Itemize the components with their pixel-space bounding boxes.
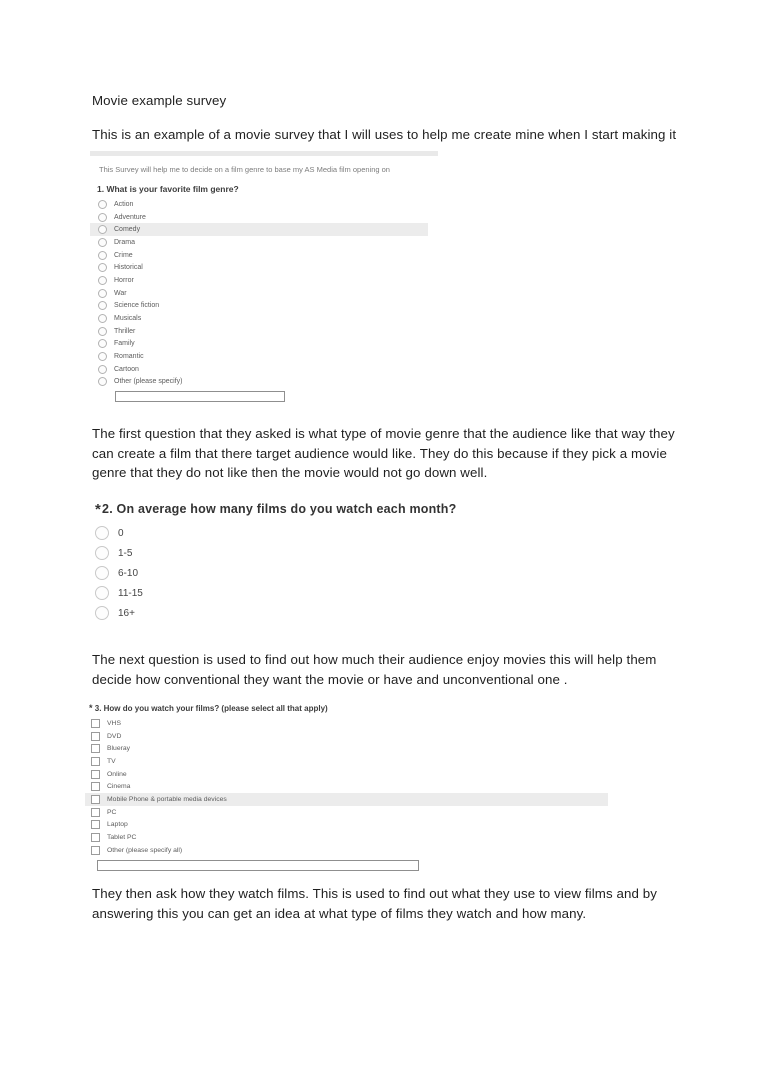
option-label: Comedy [114,226,141,234]
radio-icon[interactable] [98,225,107,234]
option-row-tablet-pc[interactable] [85,831,608,844]
option-row-adventure[interactable] [90,211,428,224]
option-label: Blueray [107,745,131,753]
option-row-laptop[interactable] [85,819,608,832]
option-label: Horror [114,276,134,284]
checkbox-icon[interactable] [91,795,100,804]
survey-screenshot-q2 [95,501,456,623]
other-watch-input[interactable] [97,860,419,871]
option-label: Mobile Phone & portable media devices [107,795,227,803]
other-genre-input[interactable] [115,391,285,402]
survey-top-divider [90,151,438,156]
question-2-text: 2. On average how many films do you watch each month? [102,502,457,516]
option-label: Cartoon [114,365,139,373]
option-row-horror[interactable] [90,274,428,287]
survey-screenshot-q3 [85,703,608,871]
checkbox-icon[interactable] [91,782,100,791]
radio-icon[interactable] [98,200,107,209]
question-3-text: 3. How do you watch your films? (please select all that apply) [94,704,328,713]
option-row-pc[interactable] [85,806,608,819]
question-2-options [95,523,456,623]
radio-icon[interactable] [98,327,107,336]
option-row-other[interactable] [90,376,428,389]
commentary-paragraph-q3: They then ask how they watch films. This is used to find out what they use to view films and by answering this you can get an idea at what type of films they watch and how many. [92,886,658,921]
option-row-6-10[interactable] [95,563,456,583]
option-label: Thriller [114,327,136,335]
option-label: Tablet PC [107,834,137,842]
option-label: War [114,289,127,297]
radio-icon[interactable] [98,314,107,323]
option-row-other-all[interactable] [85,844,608,857]
option-row-drama[interactable] [90,236,428,249]
radio-icon[interactable] [98,289,107,298]
checkbox-icon[interactable] [91,757,100,766]
checkbox-icon[interactable] [91,719,100,728]
option-label: Family [114,340,135,348]
option-label: 0 [118,527,124,539]
option-row-cartoon[interactable] [90,363,428,376]
option-row-thriller[interactable] [90,325,428,338]
question-2-title [95,501,456,518]
option-label: Cinema [107,783,131,791]
question-3-options [85,717,608,857]
checkbox-icon[interactable] [91,770,100,779]
option-label: 6-10 [118,567,139,579]
radio-icon[interactable] [98,339,107,348]
option-label: 11-15 [118,587,143,599]
option-label: Action [114,200,134,208]
option-row-science-fiction[interactable] [90,300,428,313]
radio-icon[interactable] [98,276,107,285]
intro-paragraph: This is an example of a movie survey that I will uses to help me create mine when I start making it [92,127,677,142]
option-label: Adventure [114,213,146,221]
option-label: Romantic [114,353,144,361]
option-row-vhs[interactable] [85,717,608,730]
radio-icon[interactable] [95,606,109,620]
checkbox-icon[interactable] [91,732,100,741]
option-row-0[interactable] [95,523,456,543]
question-1-options [90,198,438,388]
radio-icon[interactable] [98,251,107,260]
option-label: Historical [114,264,143,272]
radio-icon[interactable] [98,238,107,247]
radio-icon[interactable] [98,365,107,374]
commentary-paragraph-q1: The first question that they asked is what type of movie genre that the audience like that way they can create a film that there target audience would like. They do this because if they pick a movie genre that they do not like then the movie would not go down well. [92,426,675,481]
option-row-online[interactable] [85,768,608,781]
option-row-16plus[interactable] [95,603,456,623]
option-row-musicals[interactable] [90,312,428,325]
option-label: Crime [114,251,133,259]
option-label: Musicals [114,315,142,323]
option-label: 16+ [118,607,135,619]
radio-icon[interactable] [95,526,109,540]
option-row-action[interactable] [90,198,428,211]
question-1-title: 1. What is your favorite film genre? [97,184,239,194]
checkbox-icon[interactable] [91,744,100,753]
page-title: Movie example survey [92,93,227,108]
checkbox-icon[interactable] [91,833,100,842]
checkbox-icon[interactable] [91,820,100,829]
option-row-romantic[interactable] [90,350,428,363]
required-asterisk-icon: * [95,501,102,518]
survey-intro-text: This Survey will help me to decide on a film genre to base my AS Media film opening on [99,165,390,174]
option-label: Science fiction [114,302,160,310]
option-label: Other (please specify all) [107,846,183,854]
option-row-blueray[interactable] [85,742,608,755]
option-label: Online [107,770,127,778]
option-label: Other (please specify) [114,378,183,386]
required-asterisk-icon: * [89,703,93,713]
radio-icon[interactable] [95,586,109,600]
question-3-title [85,703,608,713]
option-row-mobile-phone[interactable] [85,793,608,806]
radio-icon[interactable] [98,377,107,386]
checkbox-icon[interactable] [91,846,100,855]
radio-icon[interactable] [95,546,109,560]
option-label: DVD [107,732,122,740]
option-row-war[interactable] [90,287,428,300]
option-row-family[interactable] [90,338,428,351]
option-row-crime[interactable] [90,249,428,262]
option-row-tv[interactable] [85,755,608,768]
radio-icon[interactable] [98,301,107,310]
radio-icon[interactable] [95,566,109,580]
commentary-paragraph-q2: The next question is used to find out how much their audience enjoy movies this will help them decide how conventional they want the movie or have and unconventional one . [92,652,657,687]
option-label: PC [107,808,117,816]
checkbox-icon[interactable] [91,808,100,817]
option-row-11-15[interactable] [95,583,456,603]
option-row-dvd[interactable] [85,730,608,743]
radio-icon[interactable] [98,213,107,222]
survey-screenshot-q1 [90,151,438,402]
option-label: Laptop [107,821,128,829]
option-row-comedy[interactable] [90,223,428,236]
option-label: Drama [114,238,136,246]
option-label: VHS [107,719,121,727]
radio-icon[interactable] [98,263,107,272]
option-label: 1-5 [118,547,133,559]
option-row-1-5[interactable] [95,543,456,563]
option-row-cinema[interactable] [85,780,608,793]
option-row-historical[interactable] [90,261,428,274]
radio-icon[interactable] [98,352,107,361]
option-label: TV [107,757,116,765]
